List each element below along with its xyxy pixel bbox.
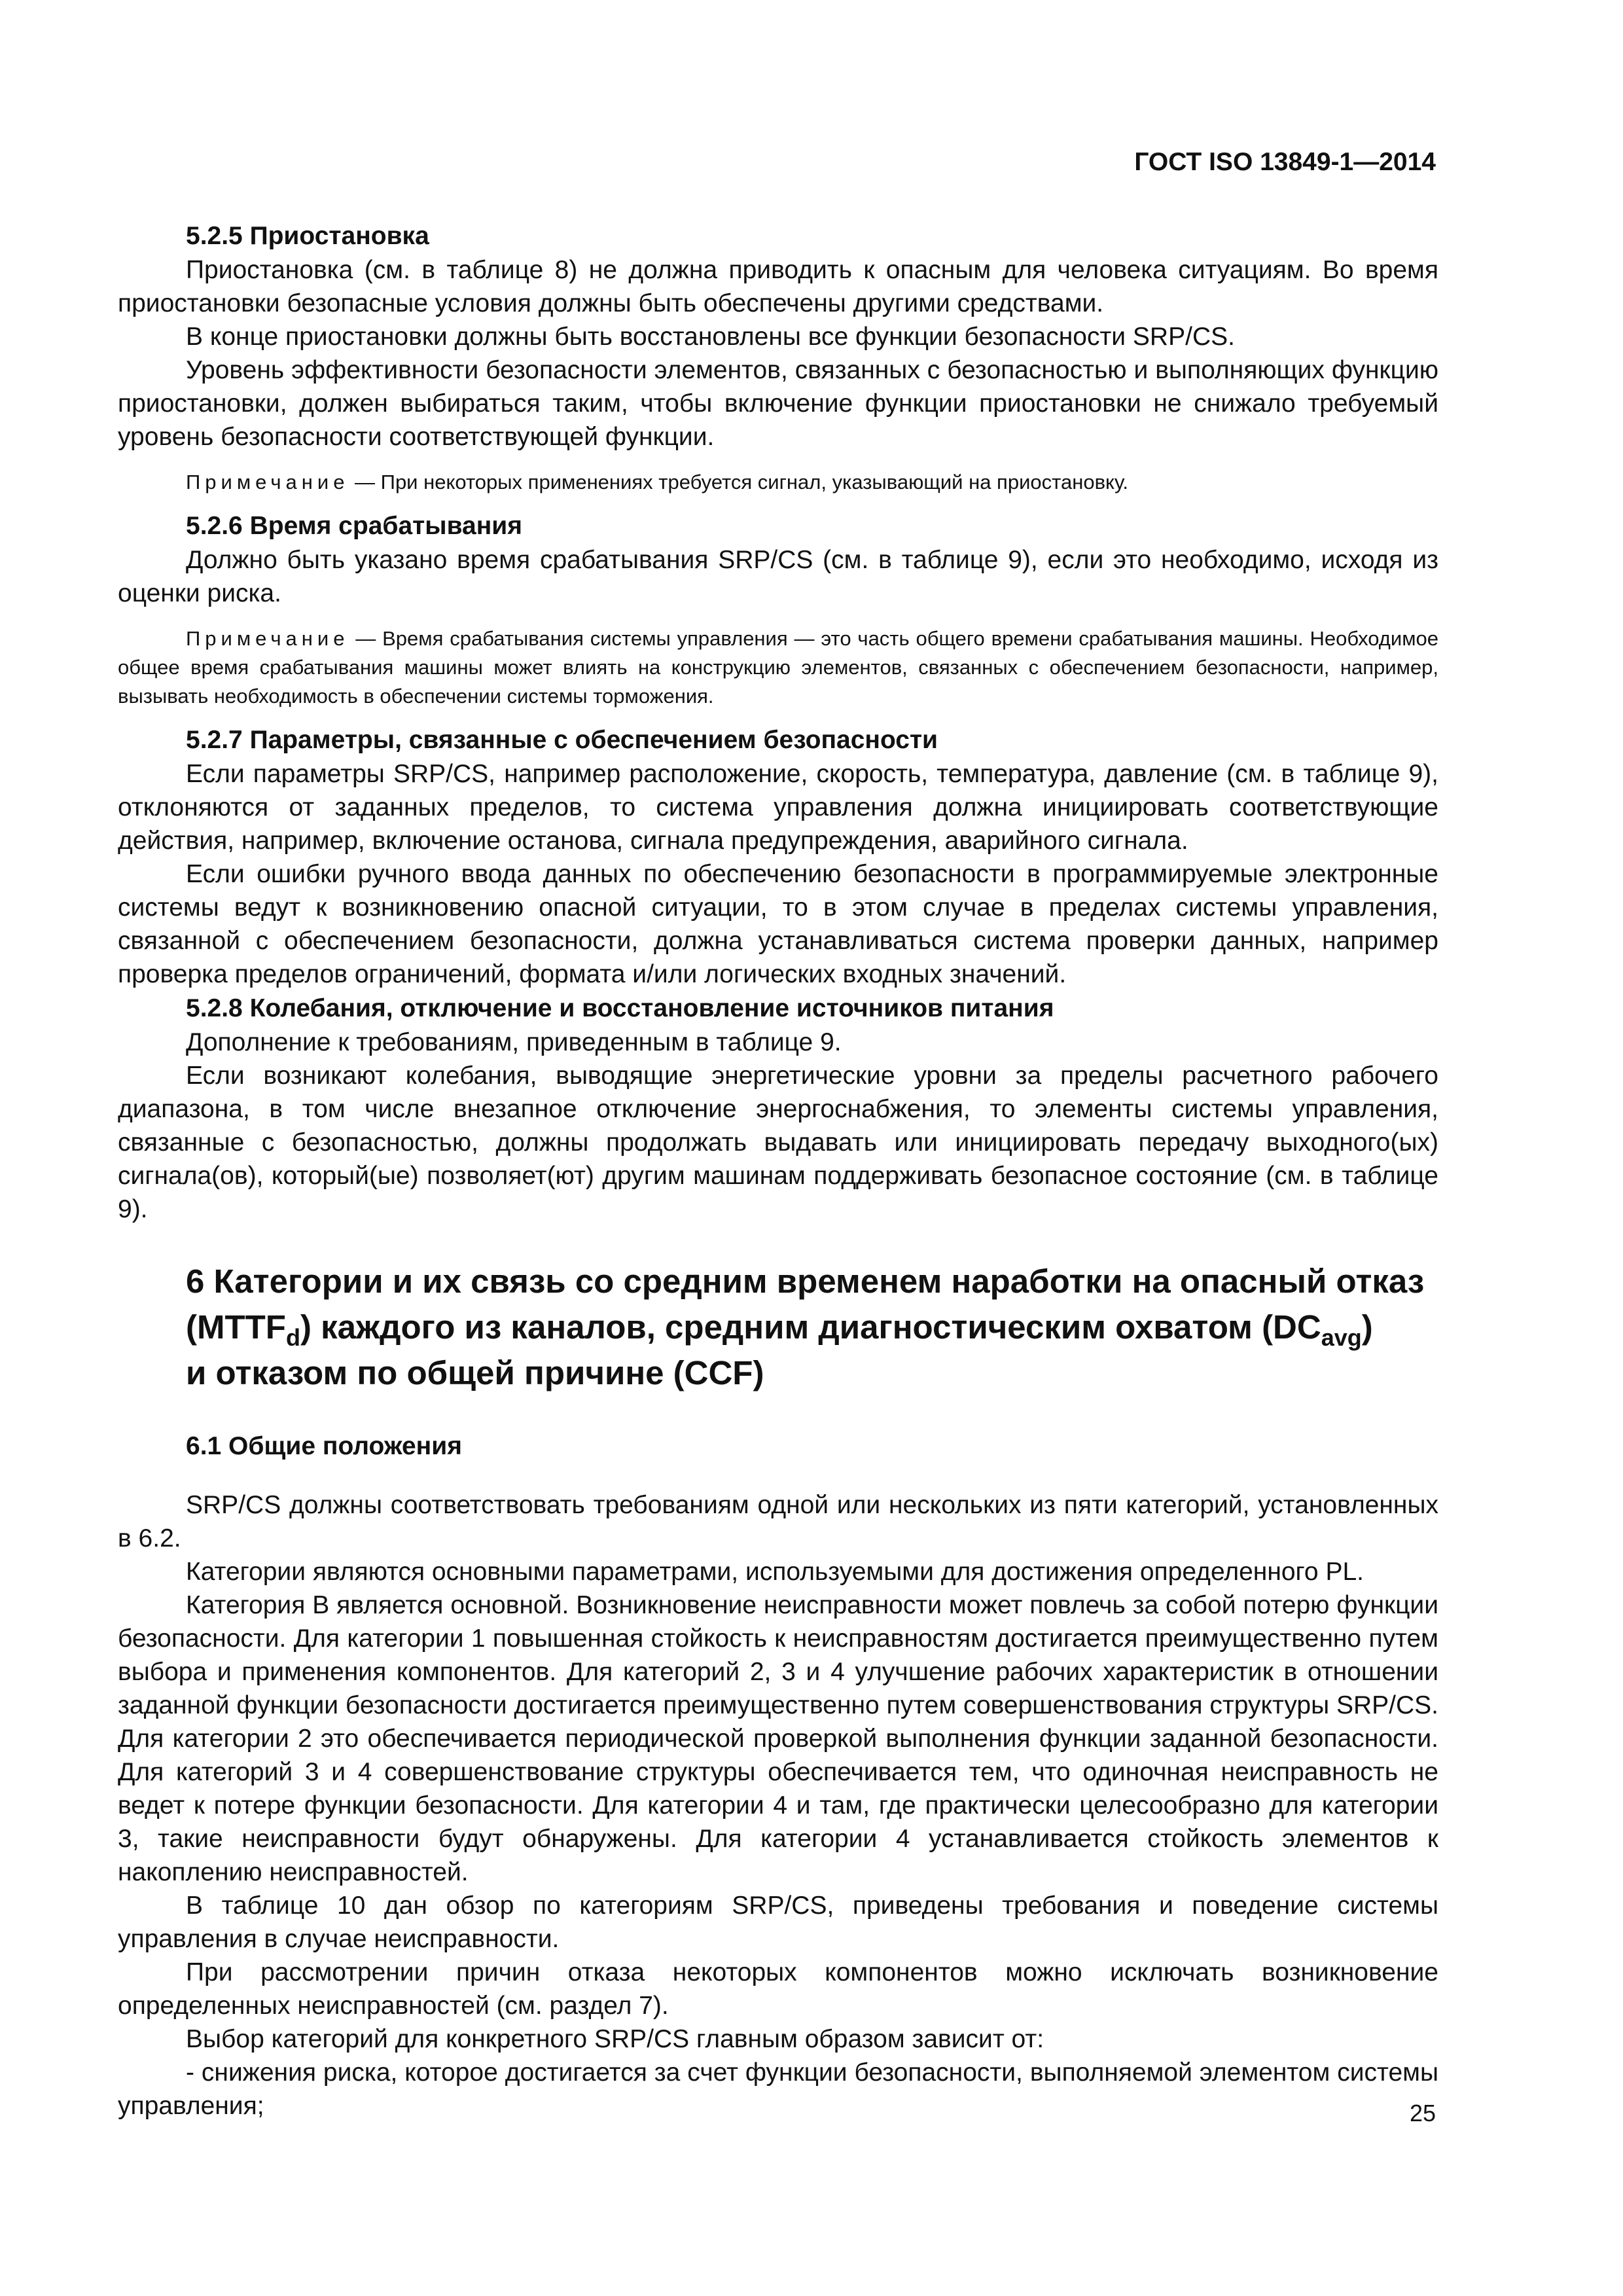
section-6-1-paragraph-4: В таблице 10 дан обзор по категориям SRP/CS, приведены требования и поведение системы управления в случае неисправности. bbox=[118, 1892, 1438, 1953]
chapter-6-title-part-1: 6 Категории и их связь со средним временем наработки на опасный отказ (MTTF bbox=[186, 1263, 1425, 1346]
section-6-1-paragraph-3: Категория В является основной. Возникновение неисправности может повлечь за собой потерю функции безопасности. Для категории 1 повышенная стойкость к неисправностям достигается преимущественно путем выбора и применения компонентов. Для категорий 2, 3 и 4 улучшение рабочих характеристик в отношении заданной функции безопасности достигается преимущественно путем совершенствования структуры SRP/CS. Для категории 2 это обеспечивается периодической проверкой выполнения функции заданной безопасности. Для категорий 3 и 4 совершенствование структуры обеспечивается тем, что одиночная неисправность не ведет к потере функции безопасности. Для категории 4 и там, где практически целесообразно для категории 3, такие неисправности будут обнаружены. Для категории 4 устанавливается стойкость элементов к накоплению неисправностей. bbox=[118, 1591, 1438, 1886]
page-number: 25 bbox=[1409, 2100, 1436, 2126]
section-5-2-7-paragraph-2: Если ошибки ручного ввода данных по обеспечению безопасности в программируемые электронные системы ведут к возникновению опасной ситуации, то в этом случае в пределах системы управления, связанной с обеспечением безопасности, должна устанавливаться система проверки данных, например проверка пределов ограничений, формата и/или логических входных значений. bbox=[118, 860, 1438, 988]
mttf-subscript: d bbox=[285, 1324, 300, 1352]
section-5-2-5-title: 5.2.5 Приостановка bbox=[186, 222, 429, 250]
section-5-2-7-title: 5.2.7 Параметры, связанные с обеспечением безопасности bbox=[186, 726, 938, 754]
section-6-1-paragraph-5: При рассмотрении причин отказа некоторых компонентов можно исключать возникновение определенных неисправностей (см. раздел 7). bbox=[118, 1958, 1438, 2020]
section-5-2-7-paragraph-1: Если параметры SRP/CS, например расположение, скорость, температура, давление (см. в таблице 9), отклоняются от заданных пределов, то система управления должна инициировать соответствующие действия, например, включение останова, сигнала предупреждения, аварийного сигнала. bbox=[118, 760, 1438, 855]
section-6-1-paragraph-2: Категории являются основными параметрами, используемыми для достижения определенного PL. bbox=[186, 1558, 1364, 1586]
section-5-2-8-title: 5.2.8 Колебания, отключение и восстановление источников питания bbox=[186, 994, 1054, 1022]
section-5-2-5-paragraph-1: Приостановка (см. в таблице 8) не должна приводить к опасным для человека ситуациям. Во время приостановки безопасные условия должны быть обеспечены другими средствами. bbox=[118, 256, 1438, 317]
section-5-2-8-paragraph-2: Если возникают колебания, выводящие энергетические уровни за пределы расчетного рабочего диапазона, в том числе внезапное отключение энергоснабжения, то элементы системы управления, связанные с безопасностью, должны продолжать выдавать или инициировать передачу выходного(ых) сигнала(ов), который(ые) позволяет(ют) другим машинам поддерживать безопасное состояние (см. в таблице 9). bbox=[118, 1062, 1438, 1223]
chapter-6-title bbox=[118, 1259, 1438, 1396]
note-text: — Время срабатывания системы управления — это часть общего времени срабатывания машины. Необходимое общее время срабатывания машины может влиять на конструкцию элементов, связанных с обеспечением безопасности, например, вызывать необходимость в обеспечении системы торможения. bbox=[118, 627, 1438, 708]
section-6-1-paragraph-6: Выбор категорий для конкретного SRP/CS главным образом зависит от: bbox=[186, 2025, 1044, 2053]
section-5-2-5-paragraph-2: В конце приостановки должны быть восстановлены все функции безопасности SRP/CS. bbox=[186, 323, 1235, 351]
section-5-2-6-note bbox=[118, 624, 1438, 711]
running-header: ГОСТ ISO 13849-1—2014 bbox=[1134, 148, 1436, 176]
note-label: Примечание bbox=[186, 471, 349, 493]
page-body bbox=[118, 219, 1438, 2123]
dc-subscript: avg bbox=[1321, 1324, 1362, 1352]
section-5-2-5-paragraph-3: Уровень эффективности безопасности элементов, связанных с безопасностью и выполняющих функцию приостановки, должен выбираться таким, чтобы включение функции приостановки не снижало требуемый уровень безопасности соответствующей функции. bbox=[118, 356, 1438, 451]
note-label: Примечание bbox=[186, 627, 349, 650]
section-6-1-title: 6.1 Общие положения bbox=[186, 1432, 462, 1460]
section-6-1-paragraph-7: - снижения риска, которое достигается за счет функции безопасности, выполняемой элементом системы управления; bbox=[118, 2058, 1438, 2120]
chapter-6-title-part-3: ) bbox=[1361, 1308, 1373, 1346]
section-6-1-paragraph-1: SRP/CS должны соответствовать требованиям одной или нескольких из пяти категорий, установленных в 6.2. bbox=[118, 1491, 1438, 1552]
section-5-2-6-title: 5.2.6 Время срабатывания bbox=[186, 512, 523, 540]
note-text: — При некоторых применениях требуется сигнал, указывающий на приостановку. bbox=[349, 471, 1128, 493]
chapter-6-title-part-2: ) каждого из каналов, средним диагностическим охватом (DC bbox=[300, 1308, 1321, 1346]
chapter-6-title-part-4: и отказом по общей причине (CCF) bbox=[186, 1354, 764, 1391]
section-5-2-6-paragraph-1: Должно быть указано время срабатывания SRP/CS (см. в таблице 9), если это необходимо, исходя из оценки риска. bbox=[118, 546, 1438, 607]
section-5-2-8-paragraph-1: Дополнение к требованиям, приведенным в таблице 9. bbox=[186, 1028, 842, 1056]
section-5-2-5-note bbox=[118, 468, 1438, 497]
